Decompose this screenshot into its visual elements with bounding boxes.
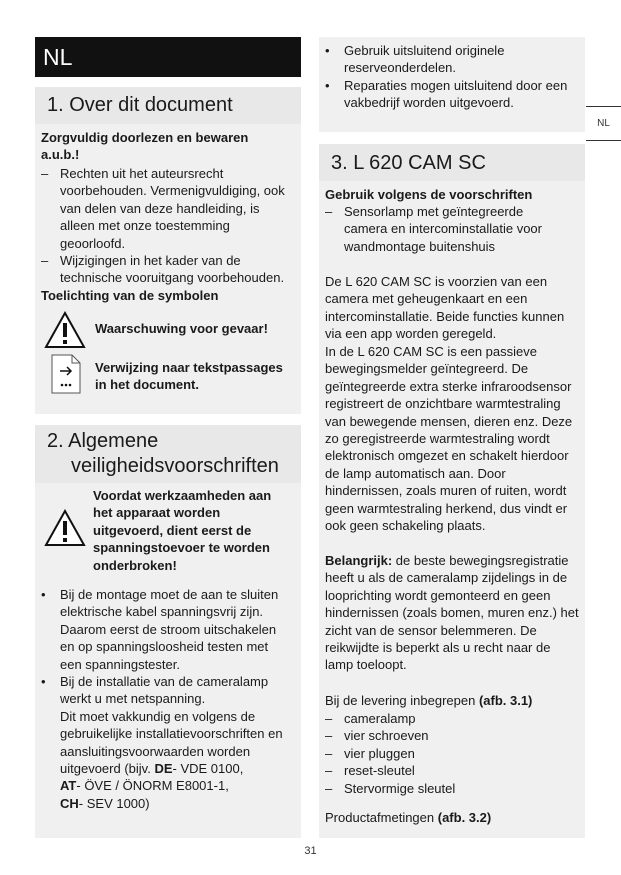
section3-title-bar bbox=[319, 144, 585, 181]
important-label: Belangrijk: bbox=[325, 553, 393, 568]
delivery-text: Bij de levering inbegrepen bbox=[325, 693, 479, 708]
paragraph-sensor: In de L 620 CAM SC is een passieve bewegingsmelder geïntegreerd. De geïntegreerde extra sterke infraroodsensor registreert de onzichtbare warmtestraling van bewegende mensen, dieren enz. Deze zo geregistreerde warmtestraling wordt elektronisch omgezet en schakelt hierdoor de lamp automatisch aan. Door hindernissen, zoals muren of ruiten, wordt geen warmtestraling herkend, dus vindt er ook geen schakeling plaats. bbox=[325, 344, 573, 534]
bullet1-text: Bij de montage moet de aan te sluiten elektrische kabel spanningsvrij zijn. Daarom eerst de stroom uitschakelen en op spanningsloosheid testen met een spanningstester. bbox=[60, 587, 279, 672]
list-item: – Stervormige sleutel bbox=[325, 780, 565, 797]
language-side-tab: NL bbox=[586, 106, 621, 141]
list-item: – vier pluggen bbox=[325, 745, 565, 762]
use-list bbox=[325, 203, 565, 255]
symbol-warning-label: Waarschuwing voor gevaar! bbox=[95, 321, 268, 336]
delivery-list bbox=[325, 710, 565, 797]
symbols-heading: Toelichting van de symbolen bbox=[41, 288, 219, 303]
country-code-de: DE bbox=[154, 761, 173, 777]
dimensions-text: Productafmetingen bbox=[325, 810, 438, 825]
list-item: – reset-sleutel bbox=[325, 762, 565, 779]
section2-title-line1: 2. Algemene bbox=[47, 430, 159, 452]
section1-intro-heading: Zorgvuldig doorlezen en bewaren a.u.b.! bbox=[41, 130, 249, 163]
dimensions-heading bbox=[325, 809, 581, 826]
list-item: – Rechten uit het auteursrecht voorbehouden. Vermenigvuldiging, ook van delen van deze handleiding, is alleen met onze toestemming geoorloofd. bbox=[41, 165, 293, 252]
symbol-reference-label: Verwijzing naar tekstpassages in het document. bbox=[95, 360, 283, 393]
section1-title: 1. Over dit document bbox=[47, 94, 233, 116]
bullet2b-text: Dit moet vakkundig en volgens de gebruikelijke installatievoorschriften en aansluitingsvoorwaarden worden uitgevoerd (bijv. bbox=[60, 708, 283, 777]
delivery-heading bbox=[325, 692, 581, 709]
section1-list bbox=[41, 165, 293, 287]
list-item bbox=[41, 673, 293, 812]
delivery-figure-ref: (afb. 3.1) bbox=[478, 693, 533, 708]
section3-body bbox=[319, 181, 585, 838]
document-reference-icon bbox=[50, 353, 82, 395]
warning-triangle-icon bbox=[44, 311, 86, 349]
list-item: • Reparaties mogen uitsluitend door een vakbedrijf worden uitgevoerd. bbox=[325, 77, 581, 112]
page-number: 31 bbox=[304, 845, 317, 857]
list-item: – cameralamp bbox=[325, 710, 565, 727]
section2-cont-bullets bbox=[325, 42, 581, 112]
dimensions-figure-ref: (afb. 3.2) bbox=[437, 810, 492, 825]
country-code-ch: CH bbox=[60, 795, 79, 811]
section2-continued bbox=[319, 37, 585, 132]
section2-title-line2: veiligheidsvoorschriften bbox=[71, 455, 279, 477]
section1-body bbox=[35, 124, 301, 414]
important-text: de beste bewegingsregistratie heeft u als de cameralamp zijdelings in de looprichting wordt gemonteerd en geen hindernissen (zoals bomen, muren enz.) het zicht van de sensor belemmeren. De reikwijdte is beperkt als u recht naar de lamp toeloopt. bbox=[325, 553, 579, 673]
paragraph-intro: De L 620 CAM SC is voorzien van een camera met geheugenkaart en een intercominstallatie. Beide functies kunnen via een app worden geregeld. bbox=[325, 274, 565, 342]
country-code-at: AT bbox=[60, 778, 77, 794]
list-item: – Sensorlamp met geïntegreerde camera en intercominstallatie voor wandmontage buitenshuis bbox=[325, 203, 565, 255]
list-item: – Wijzigingen in het kader van de technische vooruitgang voorbehouden. bbox=[41, 252, 293, 287]
paragraph-important bbox=[325, 552, 581, 674]
section2-title-bar bbox=[35, 425, 301, 483]
section2-body bbox=[35, 483, 301, 838]
list-item bbox=[41, 586, 293, 673]
list-item: • Gebruik uitsluitend originele reserveonderdelen. bbox=[325, 42, 581, 77]
country-text-de: - VDE 0100, bbox=[172, 761, 244, 777]
language-header: NL bbox=[35, 37, 301, 77]
country-text-at: - ÖVE / ÖNORM E8001-1, bbox=[76, 778, 229, 794]
country-text-ch: - SEV 1000) bbox=[78, 795, 150, 811]
section3-title: 3. L 620 CAM SC bbox=[331, 152, 486, 174]
section1-title-bar bbox=[35, 87, 301, 124]
warning-triangle-icon bbox=[44, 509, 86, 547]
use-heading: Gebruik volgens de voorschriften bbox=[325, 187, 533, 202]
bullet2a-text: Bij de installatie van de cameralamp werkt u met netspanning. bbox=[60, 674, 269, 707]
list-item: – vier schroeven bbox=[325, 727, 565, 744]
section2-warning-text: Voordat werkzaamheden aan het apparaat worden uitgevoerd, dient eerst de spanningstoevoer te worden onderbroken! bbox=[93, 488, 272, 573]
section2-bullets bbox=[41, 586, 293, 812]
